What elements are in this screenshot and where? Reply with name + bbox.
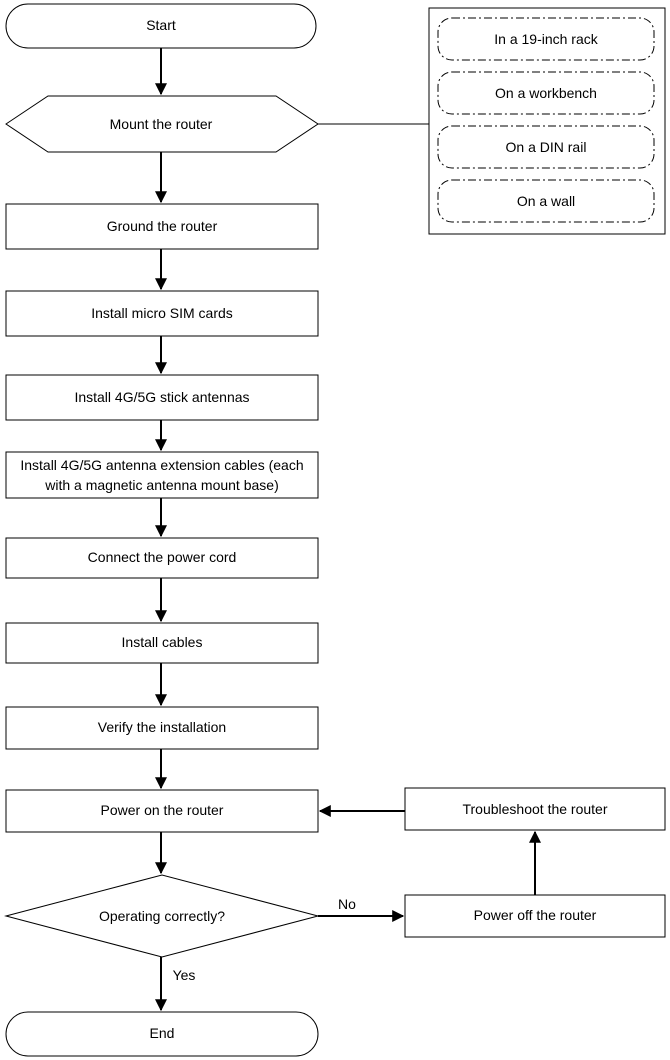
power-cord-label: Connect the power cord	[87, 549, 237, 565]
troubleshoot-node	[405, 788, 665, 830]
mount-option-workbench-label: On a workbench	[495, 85, 597, 101]
verify-label: Verify the installation	[97, 719, 227, 735]
decision-node	[6, 875, 318, 957]
mount-option-din-rail-label: On a DIN rail	[505, 139, 587, 155]
verify-node	[6, 707, 318, 749]
power-on-node	[6, 790, 318, 832]
cables-node	[6, 623, 318, 663]
no-branch-label: No	[338, 896, 356, 912]
power-off-label: Power off the router	[473, 907, 597, 923]
power-on-label: Power on the router	[100, 802, 224, 818]
ground-node	[6, 204, 318, 249]
mount-node	[6, 96, 318, 152]
troubleshoot-label: Troubleshoot the router	[462, 801, 608, 817]
mount-label: Mount the router	[109, 116, 213, 132]
power-cord-node	[6, 538, 318, 578]
start-label: Start	[146, 17, 176, 33]
end-node	[6, 1012, 318, 1056]
antennas-label: Install 4G/5G stick antennas	[74, 389, 250, 405]
mount-option-wall	[438, 180, 654, 222]
power-off-node	[405, 895, 665, 937]
mount-option-din-rail	[438, 126, 654, 168]
antennas-node	[6, 375, 318, 420]
start-node	[6, 4, 316, 48]
sim-node	[6, 291, 318, 336]
end-label: End	[149, 1025, 175, 1041]
mount-option-wall-label: On a wall	[516, 193, 576, 209]
sim-label: Install micro SIM cards	[91, 305, 233, 321]
mount-option-rack	[438, 18, 654, 60]
extension-node	[6, 452, 318, 498]
yes-branch-label: Yes	[172, 967, 196, 983]
decision-label: Operating correctly?	[98, 908, 226, 924]
ground-label: Ground the router	[106, 218, 218, 234]
cables-label: Install cables	[121, 634, 203, 650]
mount-option-rack-label: In a 19-inch rack	[494, 31, 598, 47]
extension-label-line1: Install 4G/5G antenna extension cables (each	[20, 457, 304, 473]
mount-options-panel	[318, 8, 665, 234]
extension-label-line2: with a magnetic antenna mount base)	[45, 477, 279, 493]
mount-option-workbench	[438, 72, 654, 114]
